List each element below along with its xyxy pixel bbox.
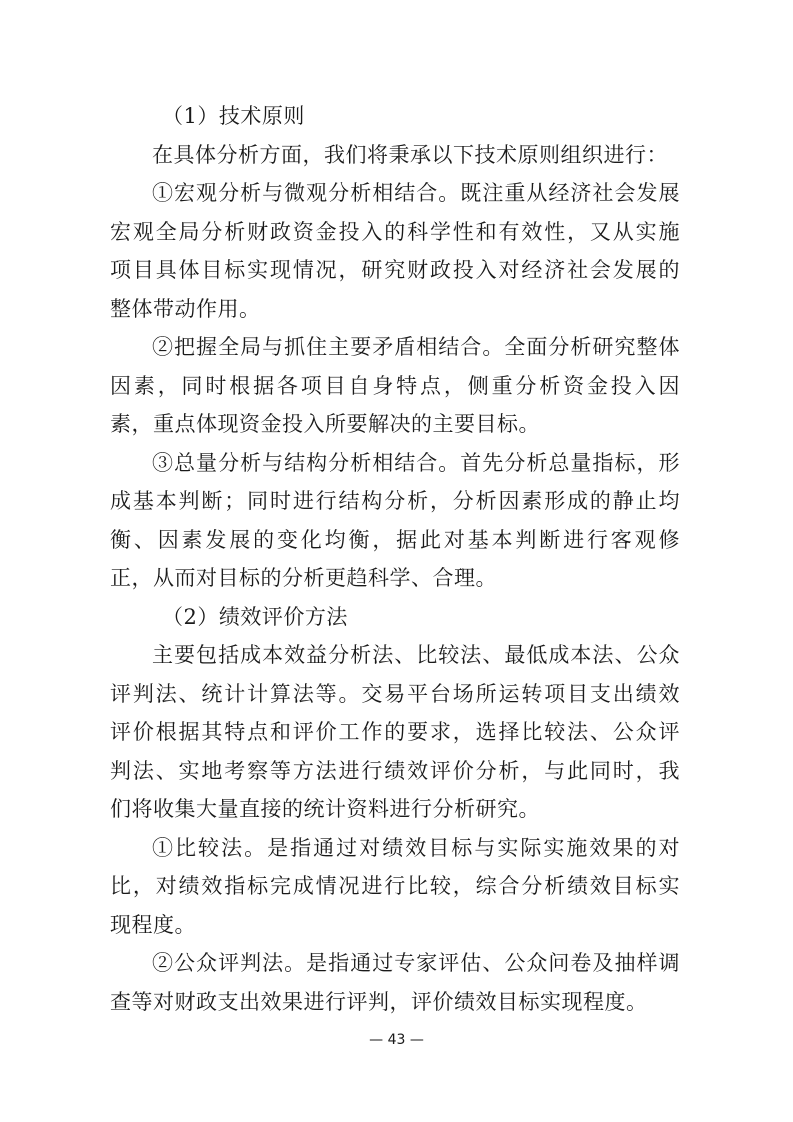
- paragraph-line: 整体带动作用。: [110, 296, 261, 321]
- paragraph-line: ①宏观分析与微观分析相结合。既注重从经济社会发展: [152, 181, 680, 205]
- paragraph-line: 们将收集大量直接的统计资料进行分析研究。: [110, 797, 540, 821]
- paragraph-line: 宏观全局分析财政资金投入的科学性和有效性，又从实施: [110, 219, 680, 244]
- paragraph-methods-overview: [110, 636, 680, 829]
- paragraph-total-structure: [110, 444, 680, 598]
- page-number: — 43 —: [369, 1032, 424, 1048]
- paragraph-line: 现程度。: [110, 912, 196, 937]
- paragraph-line: ③总量分析与结构分析相结合。首先分析总量指标，形: [152, 450, 680, 475]
- paragraph-line: 衡、因素发展的变化均衡，据此对基本判断进行客观修: [110, 527, 680, 552]
- document-body: [110, 97, 680, 1021]
- paragraph-overall-main-contradiction: [110, 328, 680, 444]
- paragraph-line: 主要包括成本效益分析法、比较法、最低成本法、公众: [152, 643, 680, 667]
- paragraph-line: 素，重点体现资金投入所要解决的主要目标。: [110, 412, 540, 436]
- section-heading-evaluation-methods: （2）绩效评价方法: [162, 604, 348, 629]
- paragraph-public-judgment-method: [110, 944, 680, 1021]
- paragraph-line: 正，从而对目标的分析更趋科学、合理。: [110, 566, 497, 590]
- paragraph-line: 评价根据其特点和评价工作的要求，选择比较法、公众评: [110, 720, 680, 744]
- paragraph-macro-micro: [110, 174, 680, 328]
- paragraph-line: 因素，同时根据各项目自身特点，侧重分析资金投入因: [110, 373, 680, 398]
- paragraph-comparison-method: [110, 829, 680, 945]
- paragraph-line: 成基本判断；同时进行结构分析，分析因素形成的静止均: [110, 489, 680, 513]
- paragraph-line: 比，对绩效指标完成情况进行比较，综合分析绩效目标实: [110, 874, 680, 898]
- paragraph-line: 查等对财政支出效果进行评判，评价绩效目标实现程度。: [110, 989, 648, 1014]
- paragraph-intro: 在具体分析方面，我们将秉承以下技术原则组织进行：: [152, 142, 668, 167]
- paragraph-line: 项目具体目标实现情况，研究财政投入对经济社会发展的: [110, 258, 680, 282]
- paragraph-line: 判法、实地考察等方法进行绩效评价分析，与此同时，我: [110, 758, 680, 783]
- paragraph-line: ②公众评判法。是指通过专家评估、公众问卷及抽样调: [152, 951, 680, 975]
- paragraph-line: 评判法、统计计算法等。交易平台场所运转项目支出绩效: [110, 681, 680, 706]
- paragraph-line: ①比较法。是指通过对绩效目标与实际实施效果的对: [152, 835, 680, 860]
- paragraph-line: ②把握全局与抓住主要矛盾相结合。全面分析研究整体: [152, 335, 680, 359]
- section-heading-technical-principles: （1）技术原则: [162, 104, 305, 128]
